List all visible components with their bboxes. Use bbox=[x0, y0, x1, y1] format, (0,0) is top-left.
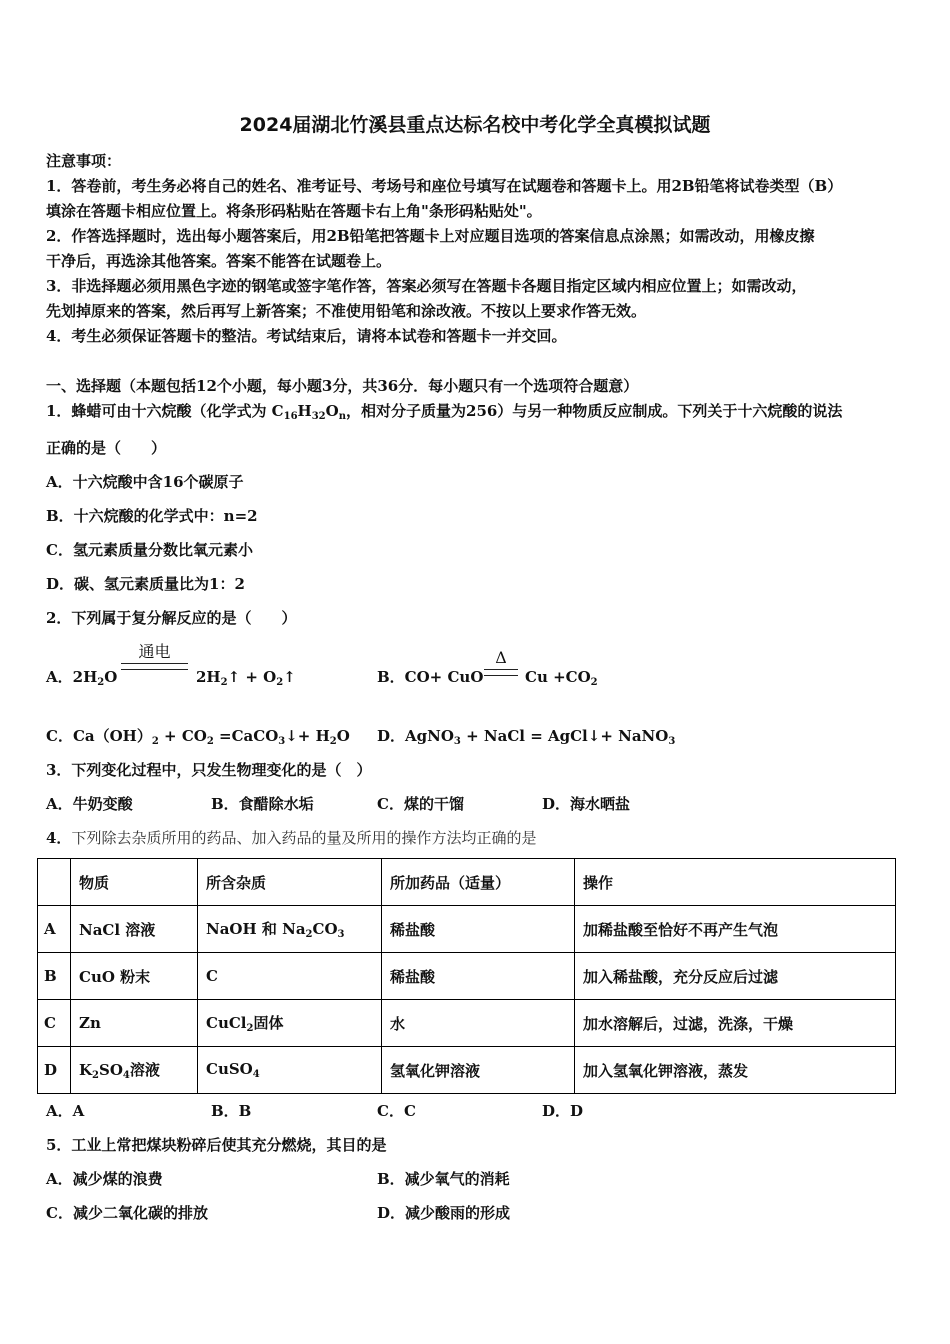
q2-option-a-product: $2H_2↑$ + $O_2↑$ bbox=[196, 668, 296, 688]
table-cell: A bbox=[38, 906, 71, 953]
q4-option-c: C．C bbox=[377, 1102, 416, 1120]
table-cell: 加稀盐酸至恰好不再产生气泡 bbox=[575, 906, 896, 953]
table-header-cell: 操作 bbox=[575, 859, 896, 906]
table-cell: D bbox=[38, 1047, 71, 1094]
table-row bbox=[38, 953, 896, 1000]
q1-stem: 1．蜂蜡可由十六烷酸（化学式为 $C_{16}H_{32}O_n$，相对分子质量为256）与另一种物质反应制成。下列关于十六烷酸的说法 bbox=[46, 402, 843, 422]
notice-line: 填涂在答题卡相应位置上。将条形码粘贴在答题卡右上角"条形码粘贴处"。 bbox=[46, 202, 542, 220]
q5-stem: 5．工业上常把煤块粉碎后使其充分燃烧，其目的是 bbox=[46, 1136, 387, 1154]
table-header-cell: 物质 bbox=[71, 859, 198, 906]
table-cell: 稀盐酸 bbox=[382, 906, 575, 953]
q5-option-b: B．减少氧气的消耗 bbox=[377, 1170, 510, 1188]
table-row bbox=[38, 906, 896, 953]
q2-stem: 2．下列属于复分解反应的是（ ） bbox=[46, 609, 297, 627]
q1-option-d: D．碳、氢元素质量比为1：2 bbox=[46, 575, 245, 593]
table-cell: C bbox=[198, 953, 382, 1000]
table-header-row bbox=[38, 859, 896, 906]
notice-line: 1．答卷前，考生务必将自己的姓名、准考证号、考场号和座位号填写在试题卷和答题卡上。用2B铅笔将试卷类型（B） bbox=[46, 177, 843, 195]
page-title: 2024届湖北竹溪县重点达标名校中考化学全真模拟试题 bbox=[239, 114, 711, 136]
notice-line: 3．非选择题必须用黑色字迹的钢笔或签字笔作答，答案必须写在答题卡各题目指定区域内相应位置上；如需改动， bbox=[46, 277, 807, 295]
q3-option-a: A．牛奶变酸 bbox=[46, 795, 133, 813]
q2-option-b-product: $Cu +CO_2$ bbox=[525, 668, 598, 688]
q2-option-b-reactant: B．CO+ CuO bbox=[377, 668, 484, 686]
electrolysis-condition: 通电 bbox=[121, 643, 188, 670]
q5-option-d: D．减少酸雨的形成 bbox=[377, 1204, 511, 1222]
table-header-cell: 所含杂质 bbox=[198, 859, 382, 906]
table-cell: 水 bbox=[382, 1000, 575, 1047]
table-cell: NaOH 和 $Na_2CO_3$ bbox=[198, 906, 382, 953]
q3-stem: 3．下列变化过程中，只发生物理变化的是（ ） bbox=[46, 761, 372, 779]
notice-heading: 注意事项： bbox=[46, 152, 122, 170]
q3-option-b: B．食醋除水垢 bbox=[211, 795, 314, 813]
q1-stem-line2: 正确的是（ ） bbox=[46, 439, 167, 457]
table-row bbox=[38, 1000, 896, 1047]
notice-line: 2．作答选择题时，选出每小题答案后，用2B铅笔把答题卡上对应题目选项的答案信息点涂黑；如需改动，用橡皮擦 bbox=[46, 227, 815, 245]
table-cell: CuCl$_2$固体 bbox=[198, 1000, 382, 1047]
table-cell: CuSO$_4$ bbox=[198, 1047, 382, 1094]
q4-option-b: B．B bbox=[211, 1102, 252, 1120]
table-cell: Zn bbox=[71, 1000, 198, 1047]
table-cell: 加入氢氧化钾溶液，蒸发 bbox=[575, 1047, 896, 1094]
table-row bbox=[38, 1047, 896, 1094]
table-header-cell bbox=[38, 859, 71, 906]
q2-option-a-reactant: A．$2H_2O$ bbox=[46, 668, 118, 688]
notice-line: 先划掉原来的答案，然后再写上新答案；不准使用铅笔和涂改液。不按以上要求作答无效。 bbox=[46, 302, 647, 320]
impurity-table bbox=[37, 858, 896, 1094]
heating-condition: Δ bbox=[484, 649, 518, 676]
q3-option-d: D．海水晒盐 bbox=[542, 795, 631, 813]
notice-line: 干净后，再选涂其他答案。答案不能答在试题卷上。 bbox=[46, 252, 392, 270]
table-cell: C bbox=[38, 1000, 71, 1047]
table-cell: 加入稀盐酸，充分反应后过滤 bbox=[575, 953, 896, 1000]
q4-option-a: A．A bbox=[46, 1102, 85, 1120]
table-cell: 加水溶解后，过滤，洗涤，干燥 bbox=[575, 1000, 896, 1047]
table-cell: NaCl 溶液 bbox=[71, 906, 198, 953]
q4-option-d: D．D bbox=[542, 1102, 584, 1120]
q1-option-a: A．十六烷酸中含16个碳原子 bbox=[46, 473, 244, 491]
table-cell: CuO 粉末 bbox=[71, 953, 198, 1000]
table-cell: B bbox=[38, 953, 71, 1000]
q1-option-b: B．十六烷酸的化学式中：n=2 bbox=[46, 507, 258, 525]
q3-option-c: C．煤的干馏 bbox=[377, 795, 464, 813]
table-cell: 稀盐酸 bbox=[382, 953, 575, 1000]
section-heading: 一、选择题（本题包括12个小题，每小题3分，共36分．每小题只有一个选项符合题意） bbox=[46, 377, 639, 395]
q2-option-d: D．AgNO$_3$ + NaCl = AgCl↓+ NaNO$_3$ bbox=[377, 727, 676, 747]
q5-option-a: A．减少煤的浪费 bbox=[46, 1170, 163, 1188]
table-cell: 氢氧化钾溶液 bbox=[382, 1047, 575, 1094]
q1-option-c: C．氢元素质量分数比氧元素小 bbox=[46, 541, 253, 559]
q2-option-c: C．$Ca(OH)_2 + CO_2$ =CaCO$_3$↓+ $H_2O$ bbox=[46, 727, 350, 747]
table-cell: $K_2SO_4$溶液 bbox=[71, 1047, 198, 1094]
notice-line: 4．考生必须保证答题卡的整洁。考试结束后，请将本试卷和答题卡一并交回。 bbox=[46, 327, 567, 345]
q4-stem: 4．下列除去杂质所用的药品、加入药品的量及所用的操作方法均正确的是 bbox=[46, 829, 537, 847]
table-header-cell: 所加药品（适量） bbox=[382, 859, 575, 906]
q5-option-c: C．减少二氧化碳的排放 bbox=[46, 1204, 208, 1222]
